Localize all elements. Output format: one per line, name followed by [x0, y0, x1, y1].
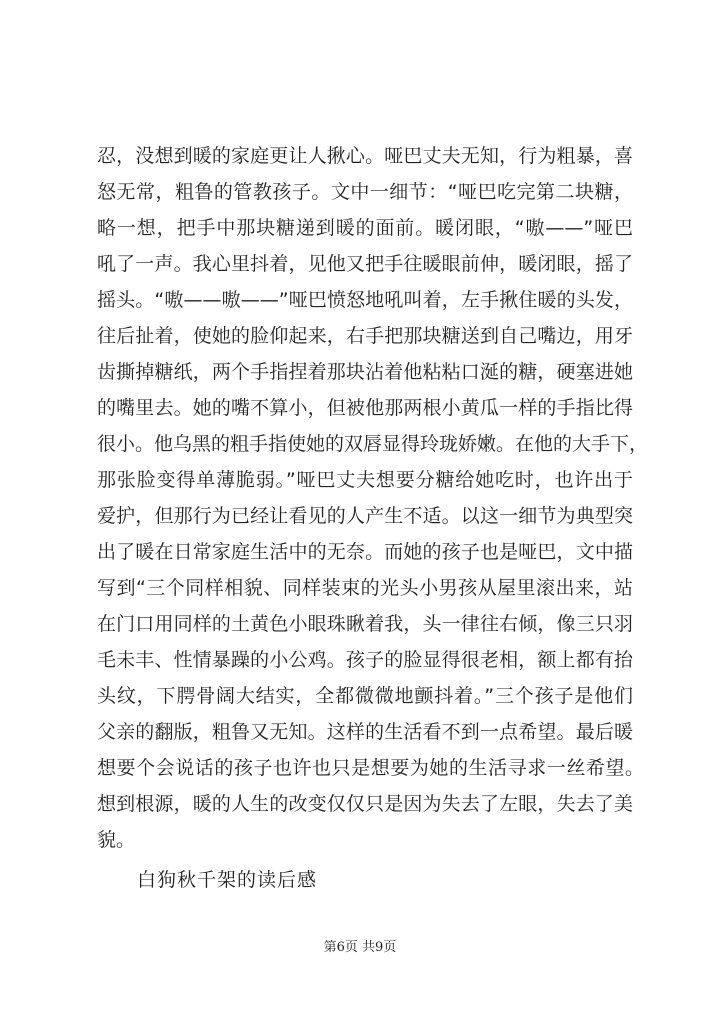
text-line: 忍，没想到暖的家庭更让人揪心。哑巴丈夫无知，行为粗暴，喜	[97, 145, 633, 167]
text-line: 父亲的翻版，粗鲁又无知。这样的生活看不到一点希望。最后暖	[97, 721, 633, 743]
text-line: 在门口用同样的土黄色小眼珠瞅着我，头一律往右倾，像三只羽	[97, 613, 633, 635]
text-line: 怒无常，粗鲁的管教孩子。文中一细节：“哑巴吃完第二块糖，	[97, 181, 633, 203]
text-line: 略一想，把手中那块糖递到暖的面前。暖闭眼，“嗷——”哑巴	[97, 217, 633, 239]
text-line: 想到根源，暖的人生的改变仅仅只是因为失去了左眼，失去了美	[97, 793, 633, 815]
text-line: 写到“三个同样相貌、同样装束的光头小男孩从屋里滚出来，站	[97, 577, 633, 599]
text-line: 头纹，下腭骨阔大结实，全都微微地颤抖着。”三个孩子是他们	[97, 685, 633, 707]
text-line: 摇头。“嗷——嗷——”哑巴愤怒地吼叫着，左手揪住暖的头发，	[97, 289, 633, 311]
text-line: 爱护，但那行为已经让看见的人产生不适。以这一细节为典型突	[97, 505, 633, 527]
text-line: 出了暖在日常家庭生活中的无奈。而她的孩子也是哑巴，文中描	[97, 541, 633, 563]
body-paragraph	[97, 138, 649, 858]
text-line: 往后扯着，使她的脸仰起来，右手把那块糖送到自己嘴边，用牙	[97, 325, 633, 347]
text-line: 齿撕掉糖纸，两个手指捏着那块沾着他粘粘口涎的糖，硬塞进她	[97, 361, 633, 383]
page-footer: 第6页 共9页	[323, 940, 397, 955]
text-line: 想要个会说话的孩子也许也只是想要为她的生活寻求一丝希望。	[97, 757, 644, 779]
text-line: 那张脸变得单薄脆弱。”哑巴丈夫想要分糖给她吃时，也许出于	[97, 469, 633, 491]
text-line: 毛未丰、性情暴躁的小公鸡。孩子的脸显得很老相，额上都有抬	[97, 649, 633, 671]
text-line: 吼了一声。我心里抖着，见他又把手往暖眼前伸，暖闭眼，摇了	[97, 253, 633, 275]
text-line: 貌。	[97, 829, 136, 851]
section-title: 白狗秋千架的读后感	[137, 869, 318, 891]
text-line: 很小。他乌黑的粗手指使她的双唇显得玲珑娇嫩。在他的大手下，	[97, 433, 649, 455]
text-line: 的嘴里去。她的嘴不算小，但被他那两根小黄瓜一样的手指比得	[97, 397, 633, 419]
